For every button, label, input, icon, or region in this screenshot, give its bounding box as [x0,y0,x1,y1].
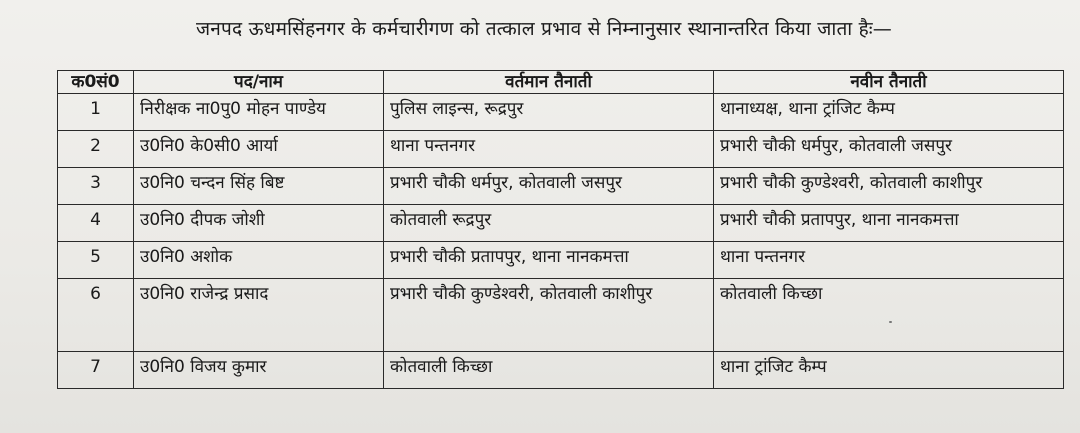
cell-current-posting: प्रभारी चौकी कुण्डेश्वरी, कोतवाली काशीपुर [384,279,714,352]
cell-new-posting: कोतवाली किच्छा [714,279,1064,352]
cell-current-posting: पुलिस लाइन्स, रूद्रपुर [384,94,714,131]
header-new-posting: नवीन तैनाती [714,71,1064,94]
table-header-row [58,71,1064,94]
cell-new-posting: थाना पन्तनगर [714,242,1064,279]
table-row [58,94,1064,131]
header-serial: क0सं0 [58,71,134,94]
intro-text: जनपद ऊधमसिंहनगर के कर्मचारीगण को तत्काल प्रभाव से निम्नानुसार स्थानान्तरित किया जाता हैः— [196,18,892,40]
cell-name: निरीक्षक ना0पु0 मोहन पाण्डेय [134,94,384,131]
table-row [58,279,1064,352]
table-row [58,205,1064,242]
cell-name: उ0नि0 विजय कुमार [134,352,384,389]
cell-current-posting: कोतवाली किच्छा [384,352,714,389]
transfer-table [57,70,1064,389]
cell-new-posting: प्रभारी चौकी कुण्डेश्वरी, कोतवाली काशीपुर [714,168,1064,205]
table-row [58,242,1064,279]
cell-serial: 5 [58,242,134,279]
cell-serial: 3 [58,168,134,205]
cell-name: उ0नि0 के0सी0 आर्या [134,131,384,168]
paper-speck [889,321,892,323]
header-post-name: पद/नाम [134,71,384,94]
header-current-posting: वर्तमान तैनाती [384,71,714,94]
cell-current-posting: थाना पन्तनगर [384,131,714,168]
cell-serial: 4 [58,205,134,242]
cell-name: उ0नि0 चन्दन सिंह बिष्ट [134,168,384,205]
cell-current-posting: प्रभारी चौकी धर्मपुर, कोतवाली जसपुर [384,168,714,205]
cell-serial: 2 [58,131,134,168]
cell-current-posting: कोतवाली रूद्रपुर [384,205,714,242]
cell-name: उ0नि0 राजेन्द्र प्रसाद [134,279,384,352]
cell-new-posting: थाना ट्रांजिट कैम्प [714,352,1064,389]
table-row [58,352,1064,389]
cell-serial: 7 [58,352,134,389]
cell-new-posting: थानाध्यक्ष, थाना ट्रांजिट कैम्प [714,94,1064,131]
cell-serial: 6 [58,279,134,352]
cell-name: उ0नि0 अशोक [134,242,384,279]
cell-serial: 1 [58,94,134,131]
table-row [58,168,1064,205]
cell-name: उ0नि0 दीपक जोशी [134,205,384,242]
cell-new-posting: प्रभारी चौकी धर्मपुर, कोतवाली जसपुर [714,131,1064,168]
cell-current-posting: प्रभारी चौकी प्रतापपुर, थाना नानकमत्ता [384,242,714,279]
table-row [58,131,1064,168]
cell-new-posting: प्रभारी चौकी प्रतापपुर, थाना नानकमत्ता [714,205,1064,242]
